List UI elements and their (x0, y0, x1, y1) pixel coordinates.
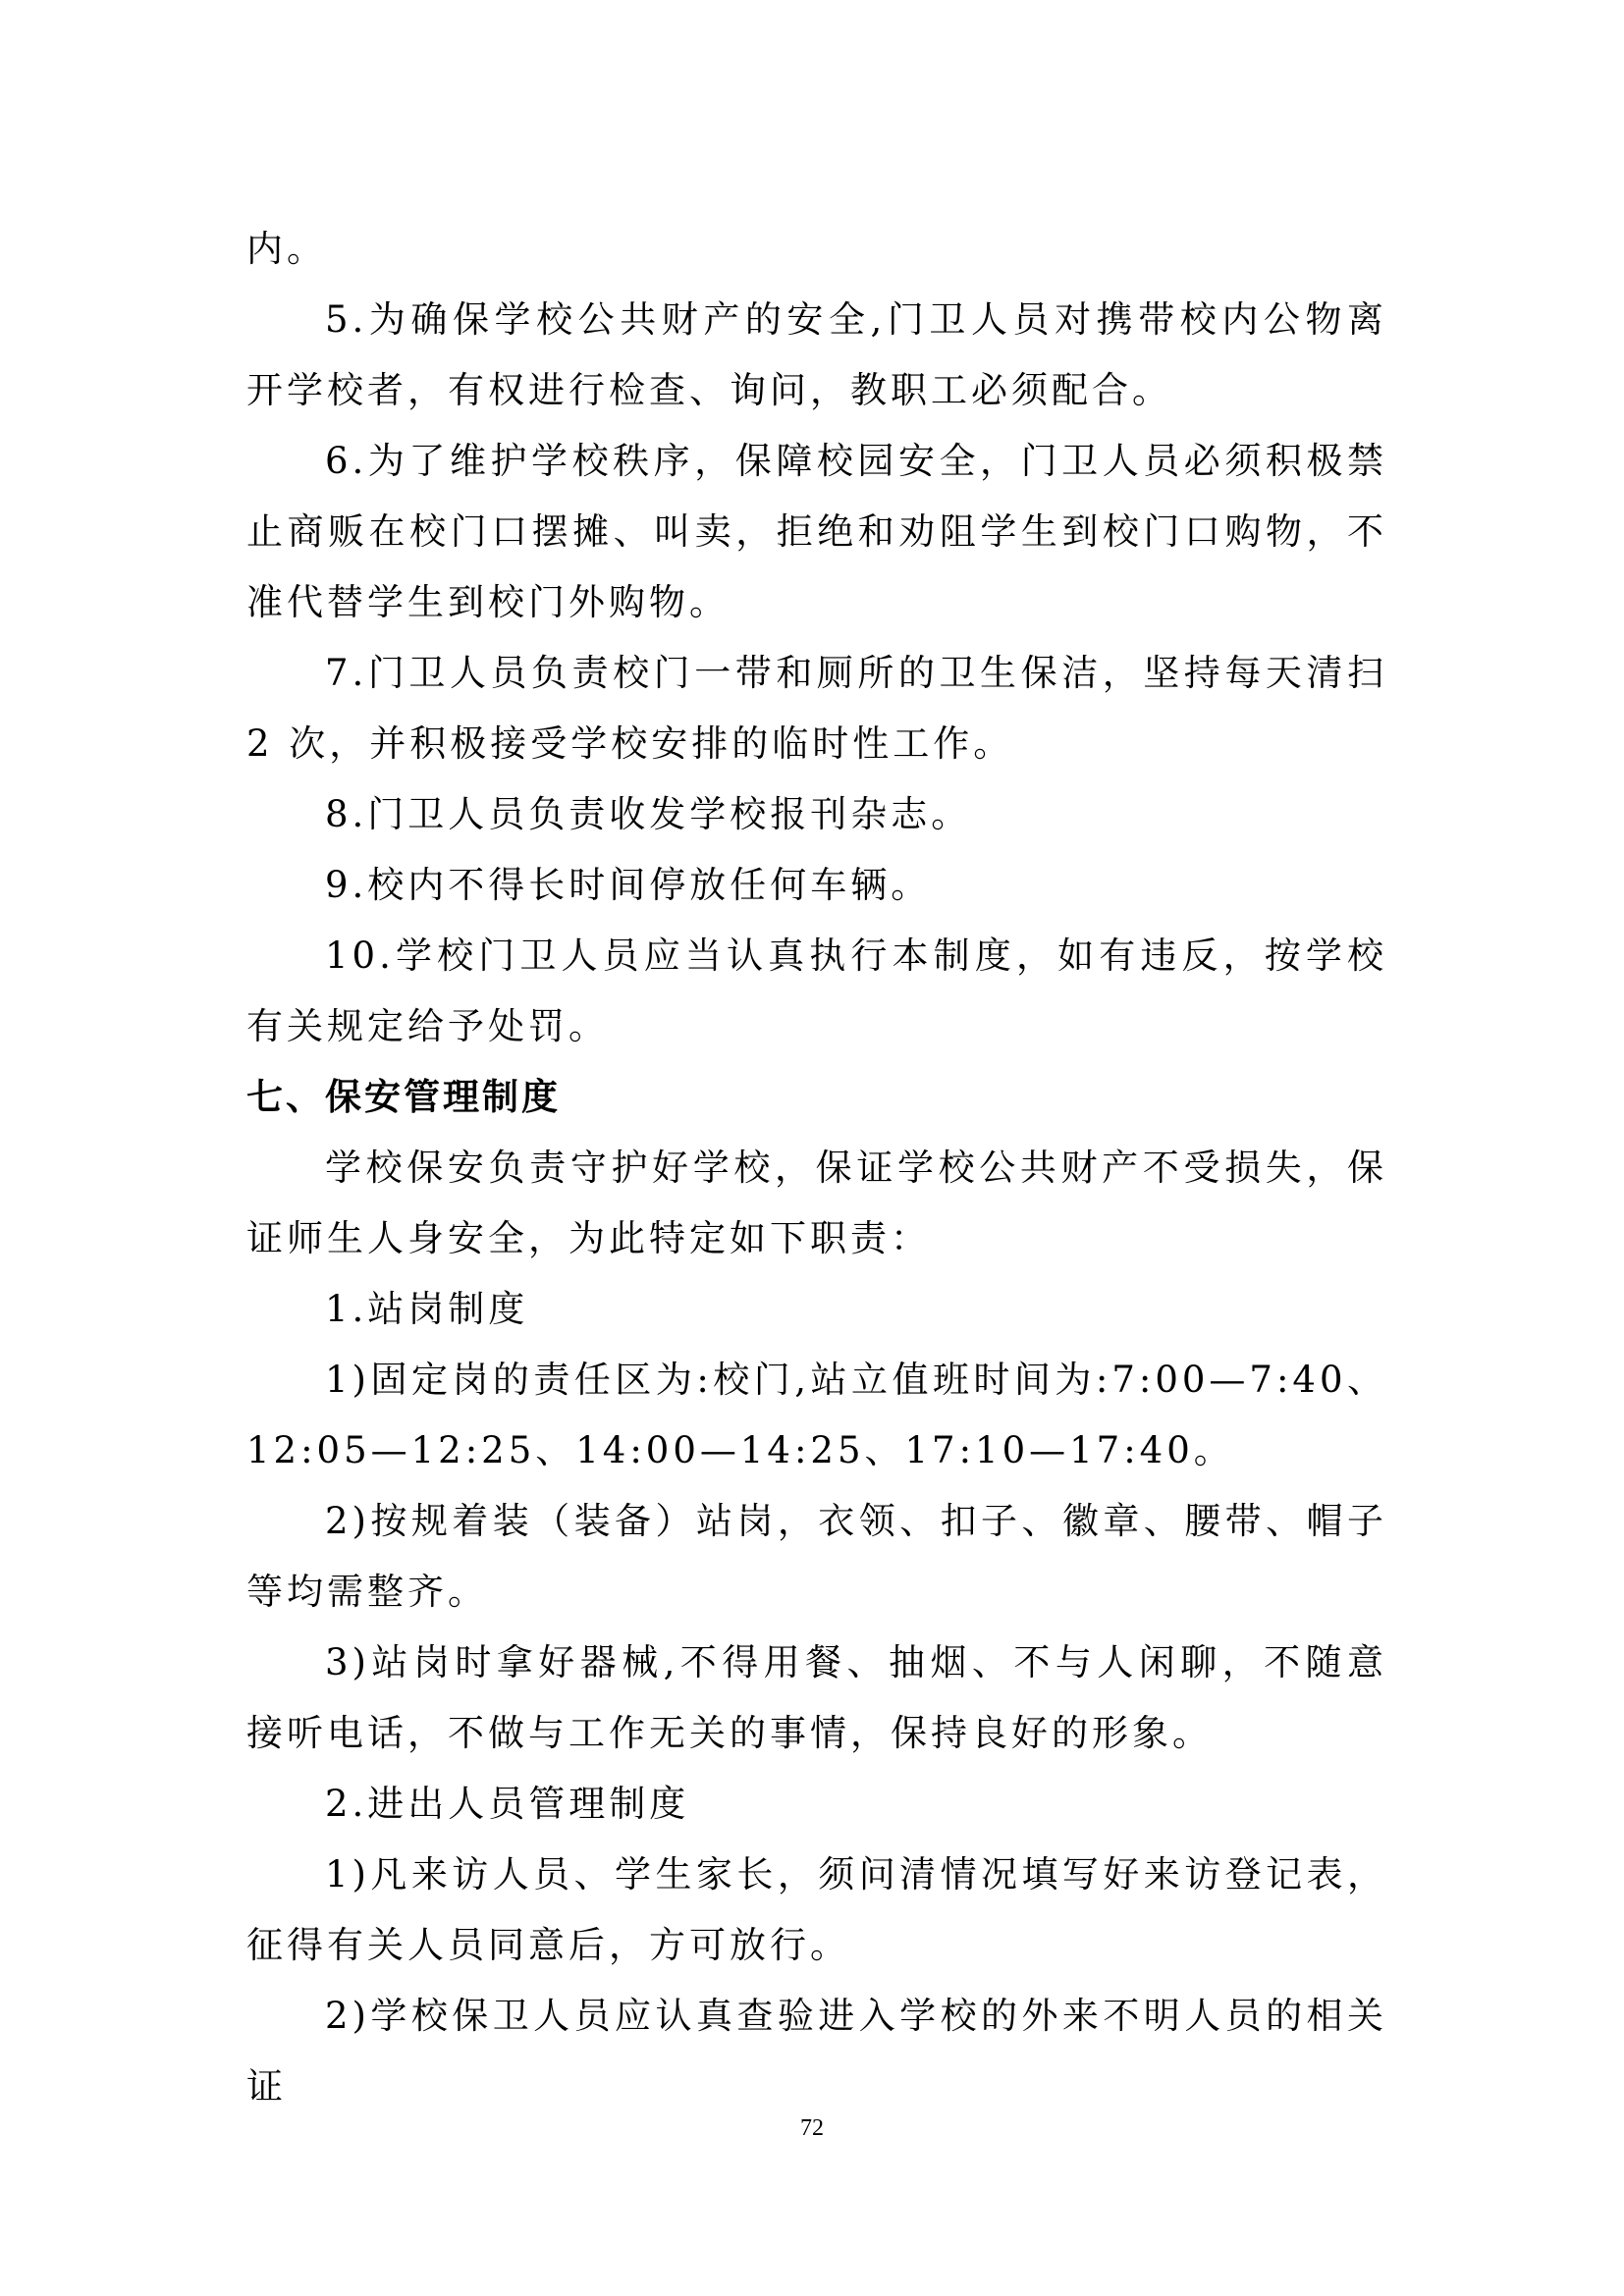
paragraph-continuation: 内。 (246, 228, 327, 270)
paragraph-item-9: 9.校内不得长时间停放任何车辆。 (325, 864, 932, 906)
subsection-1-item-2: 2)按规着装（装备）站岗，衣领、扣子、徽章、腰带、帽子等均需整齐。 (246, 1500, 1387, 1613)
paragraph-item-8: 8.门卫人员负责收发学校报刊杂志。 (325, 793, 972, 835)
subsection-title-2: 2.进出人员管理制度 (325, 1783, 690, 1825)
document-body (246, 214, 1387, 2122)
paragraph-item-6: 6.为了维护学校秩序，保障校园安全，门卫人员必须积极禁止商贩在校门口摆摊、叫卖，拒绝和劝阻学生到校门口购物，不准代替学生到校门外购物。 (246, 440, 1387, 623)
page-number: 72 (800, 2115, 824, 2141)
subsection-1-item-1: 1)固定岗的责任区为:校门,站立值班时间为:7:00—7:40、12:05—12:25、14:00—14:25、17:10—17:40。 (246, 1359, 1387, 1471)
section-intro: 学校保安负责守护好学校，保证学校公共财产不受损失，保证师生人身安全，为此特定如下职责： (246, 1147, 1387, 1259)
subsection-title-1: 1.站岗制度 (325, 1288, 529, 1330)
paragraph-item-7: 7.门卫人员负责校门一带和厕所的卫生保洁，坚持每天清扫 2 次，并积极接受学校安排的临时性工作。 (246, 652, 1387, 765)
paragraph-item-10: 10.学校门卫人员应当认真执行本制度，如有违反，按学校有关规定给予处罚。 (246, 934, 1387, 1047)
section-heading: 七、保安管理制度 (246, 1076, 561, 1118)
subsection-2-item-2: 2)学校保卫人员应认真查验进入学校的外来不明人员的相关证 (246, 1995, 1387, 2108)
subsection-1-item-3: 3)站岗时拿好器械,不得用餐、抽烟、不与人闲聊，不随意接听电话，不做与工作无关的事情，保持良好的形象。 (246, 1641, 1387, 1754)
subsection-2-item-1: 1)凡来访人员、学生家长，须问清情况填写好来访登记表，征得有关人员同意后，方可放行。 (246, 1853, 1387, 1966)
paragraph-item-5: 5.为确保学校公共财产的安全,门卫人员对携带校内公物离开学校者，有权进行检查、询问，教职工必须配合。 (246, 298, 1387, 411)
